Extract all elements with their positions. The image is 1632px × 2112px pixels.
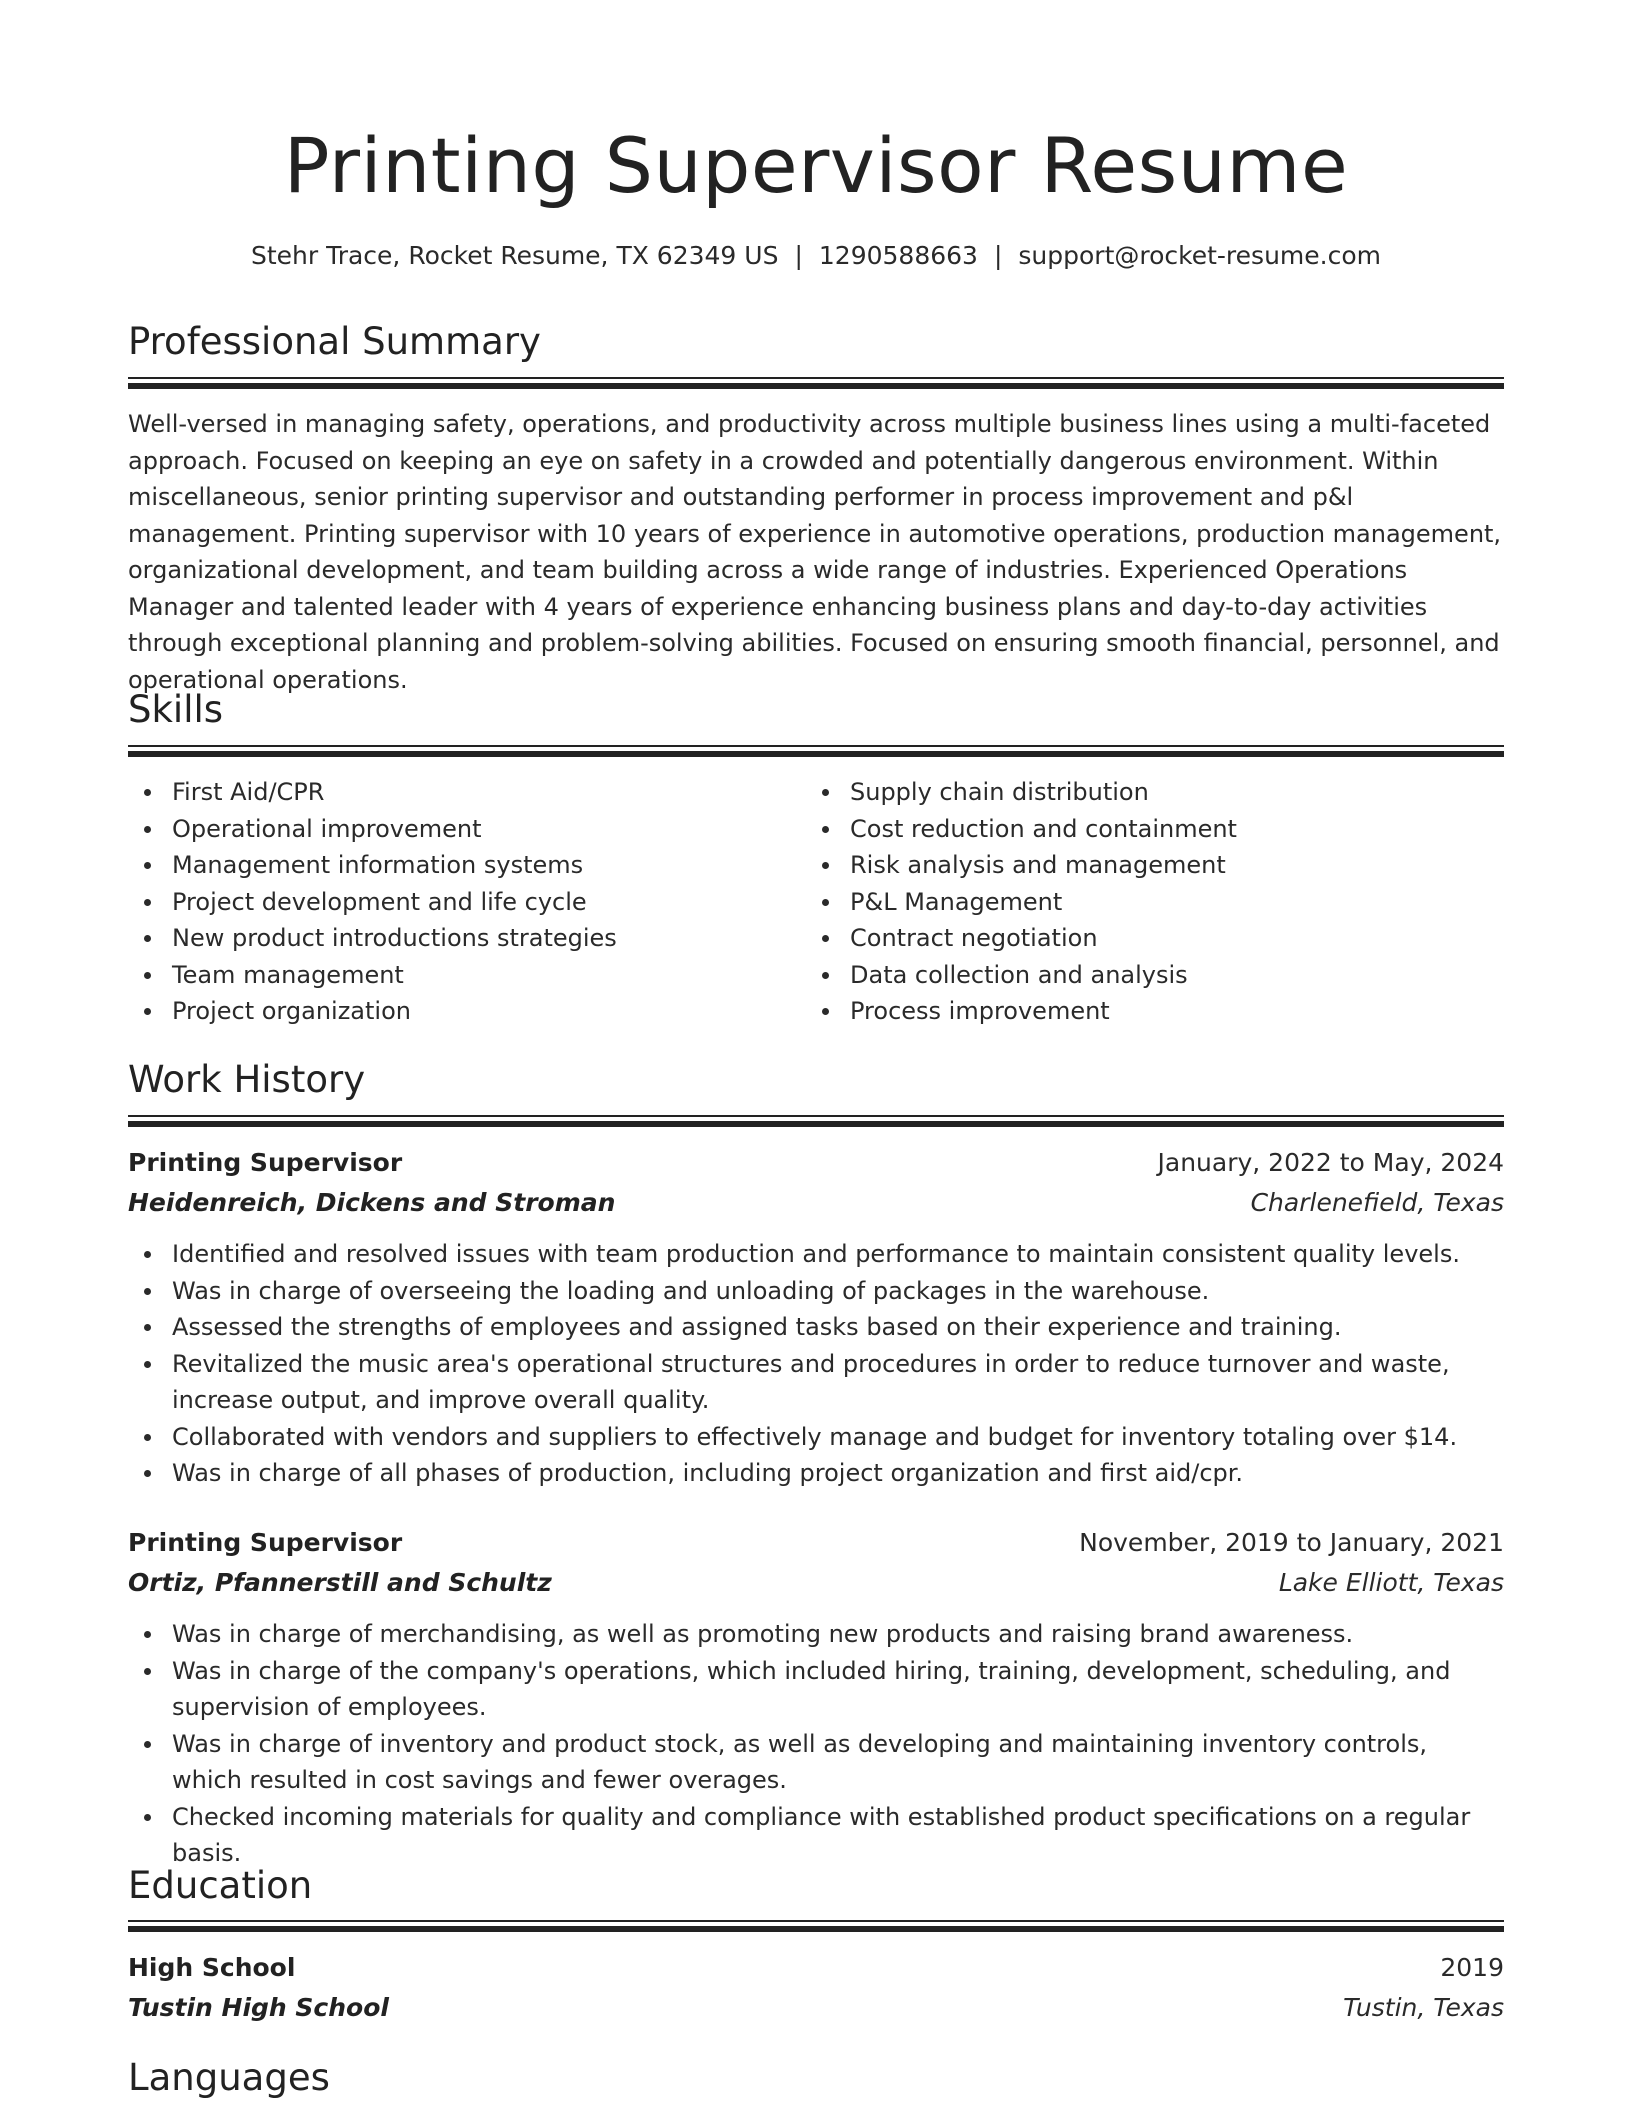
section-divider <box>128 377 1504 389</box>
job-bullet: Was in charge of merchandising, as well as promoting new products and raising brand awareness. <box>128 1616 1504 1653</box>
job-dates: January, 2022 to May, 2024 <box>1157 1148 1504 1177</box>
skill-item: Project development and life cycle <box>128 884 788 921</box>
skill-item: Project organization <box>128 993 788 1030</box>
job-bullet: Was in charge of overseeing the loading and unloading of packages in the warehouse. <box>128 1273 1504 1310</box>
contact-line <box>128 238 1504 274</box>
contact-phone: 1290588663 <box>818 241 978 270</box>
job-location: Lake Elliott, Texas <box>1278 1568 1504 1597</box>
education-location: Tustin, Texas <box>1343 1993 1504 2022</box>
job-bullet: Was in charge of inventory and product stock, as well as developing and maintaining inventory controls, which resulted in cost savings and fewer overages. <box>128 1726 1504 1799</box>
contact-email: support@rocket-resume.com <box>1018 241 1381 270</box>
education-subheader <box>128 1988 1504 2028</box>
job-dates: November, 2019 to January, 2021 <box>1079 1528 1504 1557</box>
section-divider <box>128 1920 1504 1932</box>
job-location: Charlenefield, Texas <box>1250 1188 1504 1217</box>
skill-item: Management information systems <box>128 847 788 884</box>
section-heading-languages: Languages <box>128 2056 330 2099</box>
job-bullet: Checked incoming materials for quality and compliance with established product specifications on a regular basis. <box>128 1799 1504 1872</box>
job-subheader <box>128 1183 1504 1223</box>
section-heading-education: Education <box>128 1864 313 1907</box>
skill-item: Supply chain distribution <box>806 774 1466 811</box>
skills-list-right <box>806 774 1466 1030</box>
skill-item: P&L Management <box>806 884 1466 921</box>
job-header <box>128 1143 1504 1183</box>
education-header <box>128 1948 1504 1988</box>
skill-item: Operational improvement <box>128 811 788 848</box>
section-heading-skills: Skills <box>128 688 224 731</box>
education-degree: High School <box>128 1953 296 1982</box>
job-bullet: Revitalized the music area's operational structures and procedures in order to reduce turnover and waste, increase output, and improve overall quality. <box>128 1346 1504 1419</box>
job-company: Ortiz, Pfannerstill and Schultz <box>128 1568 552 1597</box>
job-bullet: Assessed the strengths of employees and assigned tasks based on their experience and training. <box>128 1309 1504 1346</box>
skill-item: Risk analysis and management <box>806 847 1466 884</box>
skill-item: Team management <box>128 957 788 994</box>
summary-text: Well-versed in managing safety, operations, and productivity across multiple business lines using a multi-faceted approach. Focused on keeping an eye on safety in a crowded and potentially dangerous environment. Within miscellaneous, senior printing supervisor and outstanding performer in process improvement and p&l management. Printing supervisor with 10 years of experience in automotive operations, production management, organizational development, and team building across a wide range of industries. Experienced Operations Manager and talented leader with 4 years of experience enhancing business plans and day-to-day activities through exceptional planning and problem-solving abilities. Focused on ensuring smooth financial, personnel, and operational operations. <box>128 410 1502 694</box>
skills-list-left <box>128 774 788 1030</box>
job-bullet: Collaborated with vendors and suppliers to effectively manage and budget for inventory totaling over $14. <box>128 1419 1504 1456</box>
skill-item: First Aid/CPR <box>128 774 788 811</box>
job-title: Printing Supervisor <box>128 1528 403 1557</box>
job-bullet: Identified and resolved issues with team production and performance to maintain consistent quality levels. <box>128 1236 1504 1273</box>
resume-title: Printing Supervisor Resume <box>283 121 1349 210</box>
job-header <box>128 1523 1504 1563</box>
skill-item: Process improvement <box>806 993 1466 1030</box>
job-bullets <box>128 1236 1504 1492</box>
skill-item: Data collection and analysis <box>806 957 1466 994</box>
skill-item: Cost reduction and containment <box>806 811 1466 848</box>
job-subheader <box>128 1563 1504 1603</box>
section-heading-work-history: Work History <box>128 1058 366 1101</box>
skill-item: Contract negotiation <box>806 920 1466 957</box>
section-divider <box>128 745 1504 757</box>
job-title: Printing Supervisor <box>128 1148 403 1177</box>
section-heading-summary: Professional Summary <box>128 320 541 363</box>
skill-item: New product introductions strategies <box>128 920 788 957</box>
job-bullets <box>128 1616 1504 1872</box>
education-school: Tustin High School <box>128 1993 389 2022</box>
section-divider <box>128 1115 1504 1127</box>
contact-separator: | <box>794 241 803 270</box>
job-bullet: Was in charge of the company's operations, which included hiring, training, development, scheduling, and supervision of employees. <box>128 1653 1504 1726</box>
contact-address: Stehr Trace, Rocket Resume, TX 62349 US <box>250 241 779 270</box>
job-company: Heidenreich, Dickens and Stroman <box>128 1188 616 1217</box>
job-bullet: Was in charge of all phases of production, including project organization and first aid/cpr. <box>128 1455 1504 1492</box>
contact-separator: | <box>993 241 1003 270</box>
education-year: 2019 <box>1440 1953 1504 1982</box>
